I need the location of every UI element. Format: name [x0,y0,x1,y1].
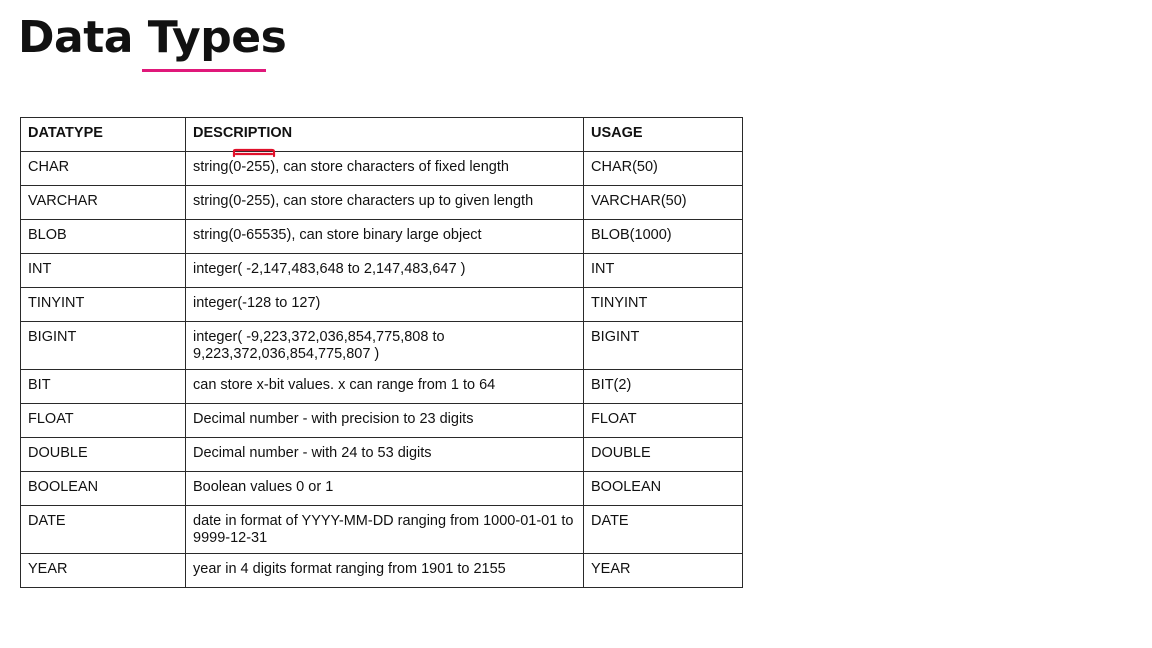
usage-cell: YEAR [584,554,743,588]
description-cell: Decimal number - with 24 to 53 digits [186,438,584,472]
datatype-cell: DOUBLE [21,438,186,472]
title-underline [142,69,266,72]
datatype-cell: INT [21,254,186,288]
table-row [21,370,743,404]
usage-cell: CHAR(50) [584,152,743,186]
datatype-cell: BIT [21,370,186,404]
datatype-cell: TINYINT [21,288,186,322]
header-description: DESCRIPTION [186,118,584,152]
datatype-cell: BLOB [21,220,186,254]
description-cell: integer( -2,147,483,648 to 2,147,483,647 ) [186,254,584,288]
datatype-cell: BOOLEAN [21,472,186,506]
description-cell: date in format of YYYY-MM-DD ranging from 1000-01-01 to 9999-12-31 [186,506,584,554]
table-row [21,472,743,506]
description-cell: string(0-65535), can store binary large object [186,220,584,254]
description-cell: can store x-bit values. x can range from 1 to 64 [186,370,584,404]
datatype-cell: CHAR [21,152,186,186]
datatype-cell: VARCHAR [21,186,186,220]
header-datatype: DATATYPE [21,118,186,152]
description-cell: Boolean values 0 or 1 [186,472,584,506]
header-usage: USAGE [584,118,743,152]
description-cell: integer( -9,223,372,036,854,775,808 to 9,223,372,036,854,775,807 ) [186,322,584,370]
datatype-cell: BIGINT [21,322,186,370]
description-cell: Decimal number - with precision to 23 digits [186,404,584,438]
table-row [21,186,743,220]
page-title: Data Types [18,12,287,63]
table-row [21,254,743,288]
usage-cell: INT [584,254,743,288]
table-row [21,288,743,322]
table-row [21,322,743,370]
description-cell: integer(-128 to 127) [186,288,584,322]
datatype-cell: DATE [21,506,186,554]
table-row [21,404,743,438]
usage-cell: FLOAT [584,404,743,438]
data-types-table [20,117,743,588]
description-cell: string(0-255), can store characters of fixed length [186,152,584,186]
usage-cell: BLOB(1000) [584,220,743,254]
usage-cell: BIGINT [584,322,743,370]
usage-cell: DOUBLE [584,438,743,472]
usage-cell: BIT(2) [584,370,743,404]
table-header-row [21,118,743,152]
datatype-cell: FLOAT [21,404,186,438]
table-row [21,152,743,186]
usage-cell: DATE [584,506,743,554]
usage-cell: TINYINT [584,288,743,322]
usage-cell: VARCHAR(50) [584,186,743,220]
table-row [21,438,743,472]
description-cell: string(0-255), can store characters up to given length [186,186,584,220]
handwritten-bracket-annotation [232,147,276,159]
usage-cell: BOOLEAN [584,472,743,506]
table-row [21,554,743,588]
table-row [21,506,743,554]
datatype-cell: YEAR [21,554,186,588]
table-row [21,220,743,254]
description-cell: year in 4 digits format ranging from 1901 to 2155 [186,554,584,588]
